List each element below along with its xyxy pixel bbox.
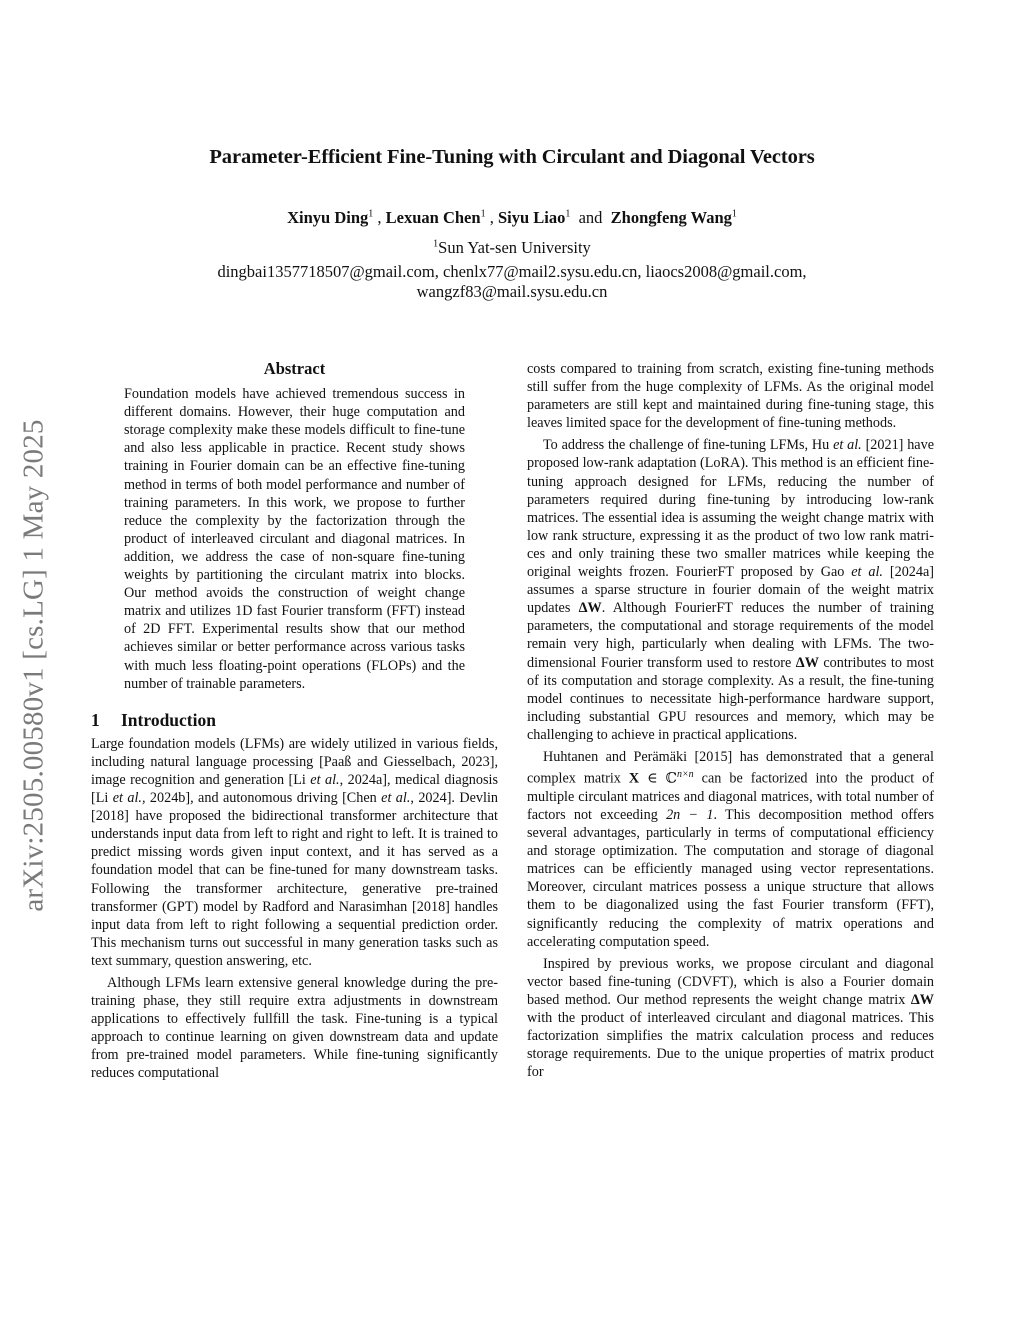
section-number: 1 (91, 709, 100, 730)
affiliation (0, 238, 1024, 258)
math-delta-w: ΔW (578, 600, 602, 617)
abstract-heading: Abstract (263, 359, 326, 378)
paper-title: Parameter-Efficient Fine-Tuning with Circulant and Diagonal Vectors (209, 146, 815, 168)
arxiv-identifier: arXiv:2505.00580v1 [cs.LG] 1 May 2025 (17, 418, 50, 912)
intro-paragraph-1: Large foundation models (LFMs) are widely utilized in various fields, including natural language processing [Paaß and Giesselbach, 2023], image recognition and generation [Li et al., 2024a], medical diagnosis [Li et al., 2024b], and autonomous driving [Chen et al., 2024]. Devlin [2018] have proposed the bidirectional transformer architecture that understands input data from left to right and right to left. It is trained to predict missing words given input context, and it has served as a foundation model that can be fine-tuned for many downstream tasks. Following the transformer architecture, generative pre-trained transformer (GPT) model by Radford and Narasimhan [2018] handles input data from left to right following a sequential prediction order. This mechanism turns out successful in many generation tasks such as text summary, question answering, etc. (91, 735, 498, 969)
math-delta-w: ΔW (910, 991, 934, 1008)
math-x: X (628, 770, 640, 787)
intro-paragraph-3: costs compared to training from scratch, existing fine-tuning methods still suffer from the huge complexity of LFMs. As the original model parameters are still kept and maintained during fine-tuning stage, this leaves limited space for the development of fine-tuning methods. (527, 361, 934, 432)
math-superscript: n×n (676, 769, 694, 781)
author-affiliation-mark: 1 (368, 208, 374, 220)
author-name: Lexuan Chen (385, 208, 481, 227)
author-affiliation-mark: 1 (731, 208, 737, 220)
section-heading (91, 711, 498, 729)
author-name: Siyu Liao (497, 208, 566, 227)
emails-line-2: wangzf83@mail.sysu.edu.cn (416, 282, 608, 301)
arxiv-stamp (14, 370, 54, 960)
affiliation-name: Sun Yat-sen University (438, 238, 591, 257)
intro-paragraph-6: Inspired by previous works, we propose circulant and diagonal vector based fine-tuning (CDVFT), which is also a Fourier domain based method. Our method represents the weight change matrix ΔW with the product of interleaved circulant and diagonal matrices. This factorization simplifies the matrix calculation process and reduces storage requirements. Due to the unique properties of matrix product for (527, 955, 934, 1081)
intro-paragraph-5: Huhtanen and Perämäki [2015] has demonstrated that a general complex matrix X ∈ ℂ$^{n\times n}$ can be factorized into the product of multiple circulant matrices and diagonal matrices, with total number of factors not exceeding 2n − 1. This decomposition method offers several advantages, particularly in terms of computational efficiency and storage optimization. The computation and storage of diagonal matrices can be efficiently managed using vector representations. Moreover, circulant matrices possess a unique structure that allows them to be diagonalized using the fast Fourier transform (FFT), significantly reducing the complexity of matrix operations and accelerating computation speed. (527, 748, 935, 950)
author-and: and (578, 208, 603, 227)
author-name: Xinyu Ding (287, 208, 369, 227)
author-affiliation-mark: 1 (480, 208, 486, 220)
section-title: Introduction (121, 709, 216, 730)
intro-paragraph-2: Although LFMs learn extensive general knowledge during the pre-training phase, they still require extra adjustments in downstream applications to effectively fullfill the task. Fine-tuning is a typical approach to continue learning on given downstream data and update from pre-trained model parameters. While fine-tuning significantly reduces computational (91, 975, 498, 1082)
intro-paragraph-4: To address the challenge of fine-tuning LFMs, Hu et al. [2021] have proposed low-rank adaptation (LoRA). This method is an efficient fine-tuning approach designed for LFMs, reducing the number of parameters required during fine-tuning by introducing low-rank matrices. The essential idea is assuming the weight change matrix with low rank structure, expressing it as the product of two low rank matrices and only training these two smaller matrices while keeping the original weights frozen. FourierFT proposed by Gao et al. [2024a] assumes a sparse structure in fourier domain of the weight matrix updates ΔW. Although FourierFT reduces the number of training parameters, the computational and storage requirements of the model remain very high, particularly when dealing with LFMs. The two-dimensional Fourier transform used to restore ΔW contributes to most of its computation and storage complexity. As a result, the fine-tuning model continues to necessitate high-performance hardware support, including substantial GPU resources and memory, which may be challenging to achieve in practical applications. (527, 437, 935, 743)
right-column (527, 360, 934, 1081)
emails-line-1: dingbai1357718507@gmail.com, chenlx77@mail2.sysu.edu.cn, liaocs2008@gmail.com, (217, 262, 807, 281)
math-delta-w: ΔW (795, 654, 819, 671)
author-name: Zhongfeng Wang (610, 208, 732, 227)
author-emails (120, 262, 904, 302)
abstract-text: Foundation models have achieved tremendous success in different domains. However, their huge computation and storage complexity make these models difficult to fine-tune and also less applicable in practice. Recent study shows training in Fourier domain can be an effective fine-tuning method in terms of both model performance and number of training parameters. In this work, we propose to further reduce the complexity by the factorization through the product of interleaved circulant and diagonal matrices. In addition, we address the case of non-square fine-tuning weights by partitioning the circulant matrix into blocks. Our method avoids the construction of weight change matrix and utilizes 1D fast Fourier transform (FFT) instead of 2D FFT. Experimental results show that our method achieves similar or better performance across various tasks with much less floating-point operations (FLOPs) and the number of trainable parameters. (124, 386, 465, 692)
left-column (91, 360, 498, 1083)
author-affiliation-mark: 1 (565, 208, 571, 220)
author-list: Xinyu Ding$^1$ , Lexuan Chen$^1$ , Siyu Liao$^1$ and Zhongfeng Wang$^1$ (287, 208, 737, 227)
math-factor-bound: 2n − 1 (666, 806, 714, 823)
affiliation-mark: 1 (433, 238, 439, 250)
